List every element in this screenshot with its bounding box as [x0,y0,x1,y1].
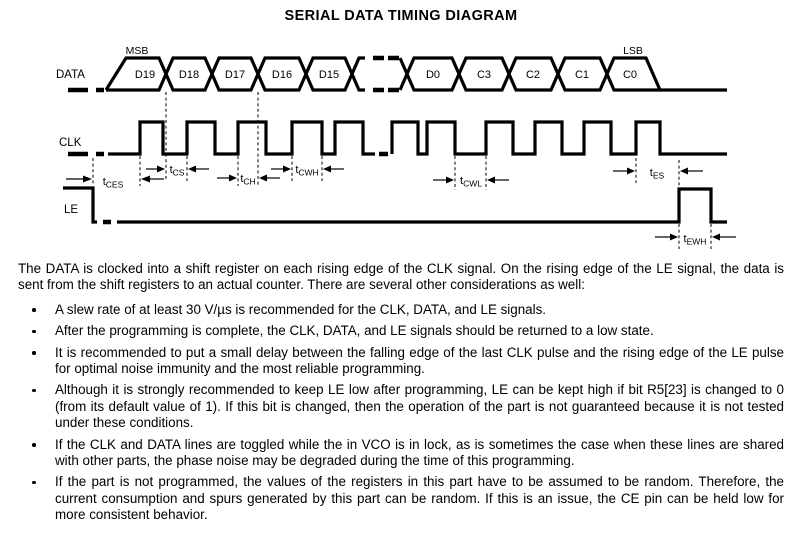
arrow-left-icon [323,166,331,173]
timing-subscript: CWL [463,178,482,189]
list-item-text: A slew rate of at least 30 V/µs is recommended for the CLK, DATA, and LE signals. [55,301,546,317]
timing-label [103,176,124,190]
arrow-right-icon [157,166,165,173]
timing-symbol: t [683,233,687,245]
list-item-text: Although it is strongly recommended to keep LE low after programming, LE can be kept high if bit R5[23] is changed to 0 (from its default value of 1). If this bit is changed, then the operation of the part is not guaranteed because it is not tested under these conditions. [55,382,784,431]
timing-symbol: t [649,167,653,179]
timing-subscript: CES [105,179,124,190]
list-item [18,437,784,470]
timing-label [170,164,185,178]
timing-diagram [0,0,802,256]
data-cell-label: D0 [425,69,441,81]
data-cell-label: D17 [224,69,246,81]
le-signal-label: LE [64,204,79,216]
data-signal [56,45,727,90]
arrow-right-icon [446,177,454,184]
timing-subscript: EWH [686,236,707,247]
timing-subscript: CH [243,176,256,187]
lsb-marker: LSB [623,45,643,57]
timing-subscript: CWH [298,167,319,178]
arrow-left-icon [259,175,267,182]
list-item [18,345,784,378]
arrow-right-icon [83,176,92,183]
timing-tewh [655,233,736,247]
timing-symbol: t [295,164,299,176]
arrow-right-icon [627,168,635,175]
data-break-dashes [373,58,399,90]
msb-marker: MSB [125,45,149,57]
clk-trace [392,122,727,154]
intro-paragraph: The DATA is clocked into a shift register on each rising edge of the CLK signal. On the rising edge of the LE signal, the data is sent from the shift registers to an actual counter. There are several other considerations as well: [18,261,784,293]
list-item-text: It is recommended to put a small delay between the falling edge of the last CLK pulse and the rising edge of the LE pulse for optimal noise immunity and the most reliable programming. [55,344,784,377]
arrow-right-icon [229,175,237,182]
list-item [18,382,784,431]
timing-subscript: ES [652,170,665,181]
timing-tcwh [271,164,344,178]
arrow-right-icon [283,166,291,173]
bullet-icon [18,474,55,523]
list-item-text: If the CLK and DATA lines are toggled while the in VCO is in lock, as is sometimes the case when these lines are shared with other parts, the phase noise may be degraded during the time of this programming. [55,436,784,469]
timing-symbol: t [240,173,244,185]
bullet-icon [18,323,55,339]
timing-tch [217,173,280,187]
timing-label [240,173,255,187]
timing-label [460,175,482,189]
data-signal-label: DATA [56,69,85,81]
data-cell-label: C1 [574,69,590,81]
arrow-left-icon [141,176,150,183]
data-cell-label: C0 [622,69,638,81]
bullet-icon [18,437,55,470]
clk-trace [108,122,375,154]
timing-tcs [146,164,209,178]
data-cell-label: D16 [271,69,293,81]
page-title: SERIAL DATA TIMING DIAGRAM [284,8,518,24]
timing-label [684,233,707,247]
bullet-icon [18,302,55,318]
arrow-left-icon [680,168,688,175]
timing-symbol: t [460,175,464,187]
arrow-left-icon [712,234,720,241]
notes-section [18,261,784,529]
timing-symbol: t [102,176,106,188]
arrow-left-icon [487,177,495,184]
list-item [18,474,784,523]
data-cell-label: D15 [318,69,340,81]
data-cell-label: D18 [178,69,200,81]
arrow-left-icon [188,166,196,173]
list-item-text: If the part is not programmed, the values of the registers in this part have to be assumed to be random. Therefore, the current consumption and spurs generated by this part can be random. If this is an issue, the CE pin can be held low for more consistent behavior. [55,474,784,523]
arrow-right-icon [670,234,678,241]
le-trace [117,189,727,222]
timing-label [295,164,318,178]
list-item [18,302,784,318]
clk-signal-label: CLK [59,137,82,149]
data-cell-label: D19 [134,69,156,81]
timing-tes [613,167,703,181]
clk-signal [59,122,727,154]
list-item [18,323,784,339]
timing-symbol: t [169,164,173,176]
bullet-icon [18,382,55,431]
timing-tcwl [433,175,509,189]
le-signal [63,188,727,222]
timing-label [650,167,665,181]
bullet-icon [18,345,55,378]
list-item-text: After the programming is complete, the CLK, DATA, and LE signals should be returned to a low state. [55,323,654,339]
data-cell-label: C3 [476,69,492,81]
timing-subscript: CS [172,167,185,178]
data-cell-label: C2 [525,69,541,81]
